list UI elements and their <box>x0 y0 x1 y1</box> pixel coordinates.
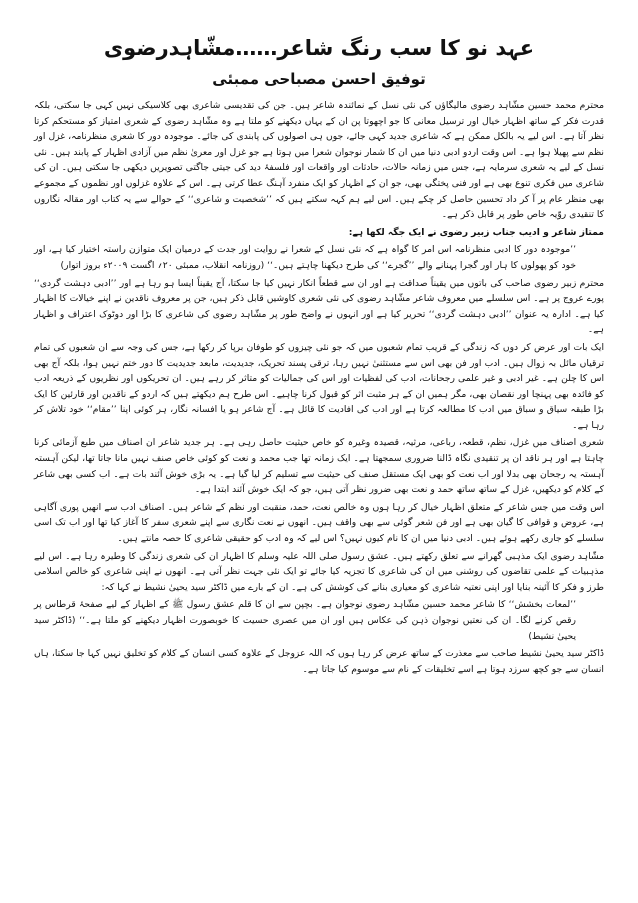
paragraph-quote-intro: ممتاز شاعر و ادیب جناب زبیر رضوی نے ایک جگہ لکھا ہے: <box>348 226 604 238</box>
paragraph-quote: ’’موجودہ دور کا ادبی منظرنامہ اس امر کا گواہ ہے کہ نئی نسل کے شعرا نے روایت اور جدت کے درمیان ایک متوازن راستہ اختیار کیا ہے، اور خود کو پھولوں کا ہار اور گجرا پہنانے والے ’’گجرے‘‘ کی طرح دیکھنا چاہتے ہیں۔‘‘ (روزنامہ انقلاب، ممبئی ۲۰؍ اگست ۲۰۰۹ء بروز اتوار) <box>34 244 576 271</box>
paragraph-intro: محترم محمد حسین مشّاہد رضوی مالیگاؤں کی نئی نسل کے نمائندہ شاعر ہیں۔ جن کی تقدیسی شاعری بھی کلاسیکی نہیں کہی جا سکتی، بلکہ قدرت فکر کے ساتھ اظہار خیال اور ترسیل معانی کا جو اچھوتا پن ان کے یہاں دیکھنے کو ملتا ہے وہ مشّاہد رضوی کے شعری امتیاز کو مستحکم کرتا نظر آتا ہے۔ اس لیے یہ بالکل ممکن ہے کہ شاعری جدید کہی جائے، جوں ہی اصولوں کی پابندی کی جائے۔ موجودہ دور کا شعری منظرنامہ، غزل اور نظم سے پھیلا ہوا ہے۔ اس وقت اردو ادبی دنیا میں ان کا شمار نوجوان شعرا میں ہوتا ہے جو غزل اور معریٰ نظم میں آزادی اظہار کے پابند ہیں۔ نئی نسل کے لیے یہ شعری سرمایہ ہے، جس میں زمانہ حالات، حادثات اور واقعات اور فلسفۂ دید کی جیتی جاگتی تصویریں دیکھی جا سکتی ہیں۔ ان کی شاعری میں فکری تنوع بھی ہے اور فنی پختگی بھی، جو ان کے اظہار کو ایک منفرد آہنگ عطا کرتی ہے۔ اس کے علاوہ غزلوں اور نظموں کے مجموعے بھی منظر عام پر آ کر داد تحسین حاصل کر چکے ہیں۔ اس لیے ہم کہہ سکتے ہیں کہ ’’شخصیت و شاعری‘‘ کے حوالے سے یہ کتاب اور مقالہ نگاروں کا تنقیدی روّیہ خاص طور پر قابل ذکر ہے۔ <box>34 100 604 221</box>
paragraph-quote-2: ’’لمعات بخشش‘‘ کا شاعر محمد حسین مشّاہد رضوی نوجوان ہے۔ بچپن سے ان کا قلم عشق رسول ﷺ کے اظہار کے لیے صفحۂ قرطاس پر رقص کرنے لگا۔ ان کی نعتیں نوجوان ذہن کی عکاس ہیں اور ان میں عصری حسیت کا خوبصورت اظہار دیکھنے کو ملتا ہے۔‘‘ (ڈاکٹر سید یحییٰ نشیط) <box>34 599 576 642</box>
paragraph-poet: اس وقت میں جس شاعر کے متعلق اظہار خیال کر رہا ہوں وہ خالص نعت، حمد، منقبت اور نظم کے شاعر ہیں۔ اصناف ادب سے انھیں پوری آگاہی ہے، عروض و قوافی کا گیان بھی ہے اور فن شعر گوئی سے بھی واقف ہیں۔ انھوں نے نعت نگاری سے اپنے شعری سفر کا آغاز کیا تھا اور اب تک اسی سلسلے کو جاری رکھے ہوئے ہیں۔ ادبی دنیا میں ان کا نام کیوں نہیں؟ اس لیے کہ وہ ادب کو حقیقی شاعری کا حصہ مانتے ہیں۔ <box>34 501 604 545</box>
author-byline: توفیق احسن مصباحی ممبئی <box>212 70 426 88</box>
article-title: عہد نو کا سب رنگ شاعر……مشّاہدرضوی <box>103 36 535 60</box>
paragraph-trends: ایک بات اور عرض کر دوں کہ زندگی کے قریب تمام شعبوں میں کہ جو نئی چیزوں کو طوفان برپا کر رکھا ہے، جس کی وجہ سے ان شعبوں کی تمام ترقیاں مائل بہ زوال ہیں۔ ادب اور فن بھی اس سے مستثنیٰ نہیں رہا، ترقی پسند تحریک، جدیدیت، مابعد جدیدیت کا دور ختم نہیں ہوا، بلکہ آج بھی اس کا چلن ہے۔ غیر ادبی و غیر علمی رجحانات، ادب کی لفظیات اور اس کی جمالیات کو متاثر کر رہے ہیں۔ ان تحریکوں اور نظریوں کے ذریعہ ادب کو فائدہ بھی پہنچا اور نقصان بھی، مگر ہمیں ان کے ہر مثبت اثر کو قبول کرنا چاہیے۔ اس طرح ہم دیکھتے ہیں کہ اردو کے ناقدین اور قارئین کا ایک بڑا طبقہ سیاق و سباق میں ادب کا مطالعہ کرتا ہے اور ادب کی افادیت کا قائل ہے۔ آج شاعر ہو یا افسانہ نگار، ہر کوئی اپنا ’’مقام‘‘ خود تلاش کر رہا ہے۔ <box>34 341 604 431</box>
paragraph-background: مشّاہد رضوی ایک مذہبی گھرانے سے تعلق رکھتے ہیں۔ عشق رسول صلی اللہ علیہ وسلم کا اظہار ان کی شعری زندگی کا وطیرہ رہا ہے۔ اس لیے مذہبیات کے علمی تقاضوں کی روشنی میں ان کی شاعری کا تجزیہ کیا جائے تو ایک نئی جہت نظر آتی ہے۔ انھوں نے اپنی شاعری کو خالص اسلامی طرز و فکر کا آئینہ بنایا اور اپنی نعتیہ شاعری کو معیاری بنانے کی کوشش کی ہے۔ ان کے بارے میں ڈاکٹر سید یحییٰ نشیط نے کہا کہ: <box>34 550 604 593</box>
paragraph-closing: ڈاکٹر سید یحییٰ نشیط صاحب سے معذرت کے ساتھ عرض کر رہا ہوں کہ اللہ عزوجل کے علاوہ کسی انسان کے کلام کو تخلیق نہیں کہا جا سکتا، ہاں انسان سے جو کچھ سرزد ہوتا ہے اسے تخلیقات کے نام سے موسوم کیا جاتا ہے۔ <box>34 648 604 675</box>
paragraph-commentary: محترم زبیر رضوی صاحب کی باتوں میں یقیناً صداقت ہے اور ان سے قطعاً انکار نہیں کیا جا سکتا، آج یقیناً ایسا ہو رہا ہے اور ’’ادبی دہشت گردی‘‘ پورے عروج پر ہے۔ اس سلسلے میں معروف شاعر مشّاہد رضوی کی نئی شعری کاوشیں قابل ذکر ہیں، جن پر معروف ناقدین نے اپنے خیالات کا اظہار کیا ہے۔ ادارہ یہ عنوان ’’ادبی دہشت گردی‘‘ تحریر کیا ہے اور انہوں نے واضح طور پر مشّاہد رضوی کی شاعری کا بڑا اور دوٹوک اعتراف و اظہار ہے۔ <box>34 277 604 336</box>
paragraph-genres: شعری اصناف میں غزل، نظم، قطعہ، رباعی، مرثیہ، قصیدہ وغیرہ کو خاص حیثیت حاصل رہی ہے۔ ہر جدید شاعر ان اصناف میں طبع آزمائی کرنا چاہتا ہے اور ہر ناقد ان پر تنقیدی نگاہ ڈالنا ضروری سمجھتا ہے۔ ایک زمانہ تھا جب محمد و نعت کو کوئی خاص صنف نہیں مانا جاتا تھا، لیکن آہستہ آہستہ یہ رجحان بھی بدلا اور اب نعت کو بھی ایک مستقل صنف کی حیثیت سے تسلیم کر لیا گیا ہے۔ یہ بڑی خوش آئند بات ہے۔ اب کسی بھی شاعر کے کلام کو دیکھیں، غزل کے ساتھ ساتھ حمد و نعت بھی ضرور نظر آتی ہیں، جو کہ ایک خوش آئند ابتدا ہے۔ <box>34 437 604 496</box>
